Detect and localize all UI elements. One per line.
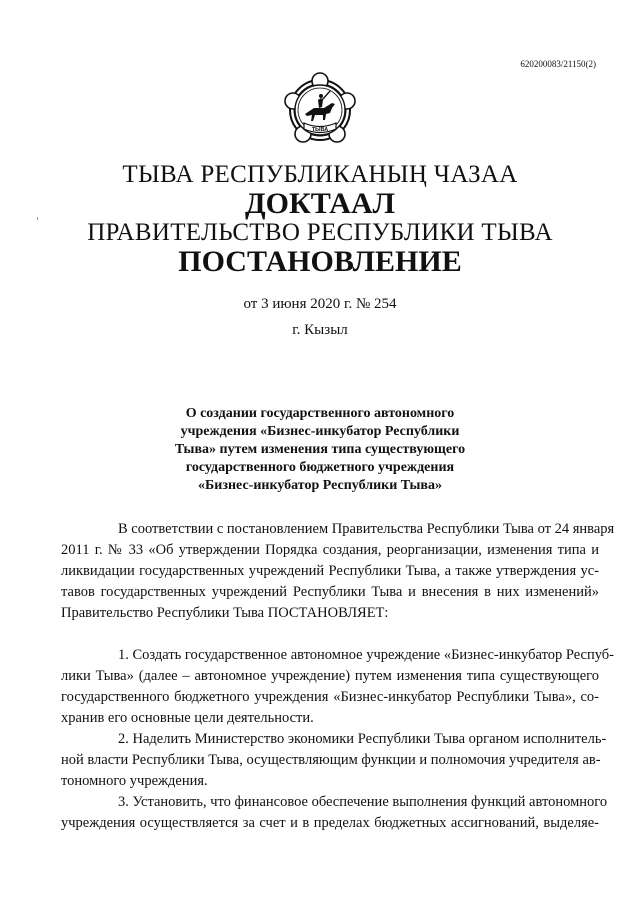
tyva-emblem-icon	[280, 70, 360, 150]
tyva-government-title: ТЫВА РЕСПУБЛИКАНЫҢ ЧАЗАА	[122, 161, 518, 188]
text-line: ликвидации государственных учреждений Республики Тыва, а также утверждения ус-	[61, 563, 599, 579]
svg-text:ТЫВА: ТЫВА	[311, 127, 329, 133]
item-2-paragraph	[61, 729, 607, 792]
text-line: 1. Создать государственное автономное учреждение «Бизнес-инкубатор Респуб-	[118, 647, 614, 663]
subject-line: Тыва» путем изменения типа существующего	[174, 442, 466, 457]
subject-line: «Бизнес-инкубатор Республики Тыва»	[198, 478, 442, 493]
text-line: 2011 г. № 33 «Об утверждении Порядка создания, реорганизации, изменения типа и	[61, 542, 599, 558]
subject-line: О создании государственного автономного	[185, 406, 455, 421]
preamble-paragraph	[61, 519, 615, 624]
text-line: тавов государственных учреждений Республики Тыва и внесения в них изменений»	[61, 584, 599, 600]
item-3-paragraph	[61, 792, 608, 834]
text-line: 2. Наделить Министерство экономики Республики Тыва органом исполнитель-	[118, 731, 607, 747]
text-line: ной власти Республики Тыва, осуществляющим функции и полномочия учредителя ав-	[61, 752, 601, 768]
subject-line: государственного бюджетного учреждения	[185, 460, 455, 475]
decree-title: ПОСТАНОВЛЕНИЕ	[178, 245, 462, 278]
decree-subject	[150, 405, 490, 495]
government-title: ПРАВИТЕЛЬСТВО РЕСПУБЛИКИ ТЫВА	[87, 219, 553, 246]
decree-body	[61, 519, 615, 834]
text-line: тономного учреждения.	[61, 773, 208, 789]
decree-city: г. Кызыл	[292, 322, 348, 338]
item-1-paragraph	[61, 645, 614, 729]
document-id: 620200083/21150(2)	[520, 59, 596, 69]
tyva-decree-title: ДОКТААЛ	[245, 187, 395, 220]
text-line: учреждения осуществляется за счет и в пределах бюджетных ассигнований, выделяе-	[61, 815, 599, 831]
subject-line: учреждения «Бизнес-инкубатор Республики	[180, 424, 460, 439]
text-line: В соответствии с постановлением Правительства Республики Тыва от 24 января	[118, 521, 615, 537]
text-line: 3. Установить, что финансовое обеспечение выполнения функций автономного	[118, 794, 608, 810]
decree-date-number: от 3 июня 2020 г. № 254	[243, 296, 397, 312]
text-line: лики Тыва» (далее – автономное учреждение) путем изменения типа существующего	[61, 668, 599, 684]
text-line: хранив его основные цели деятельности.	[61, 710, 314, 726]
text-line: государственного бюджетного учреждения «Бизнес-инкубатор Республики Тыва», со-	[61, 689, 599, 705]
text-line: Правительство Республики Тыва ПОСТАНОВЛЯЕТ:	[61, 605, 389, 621]
